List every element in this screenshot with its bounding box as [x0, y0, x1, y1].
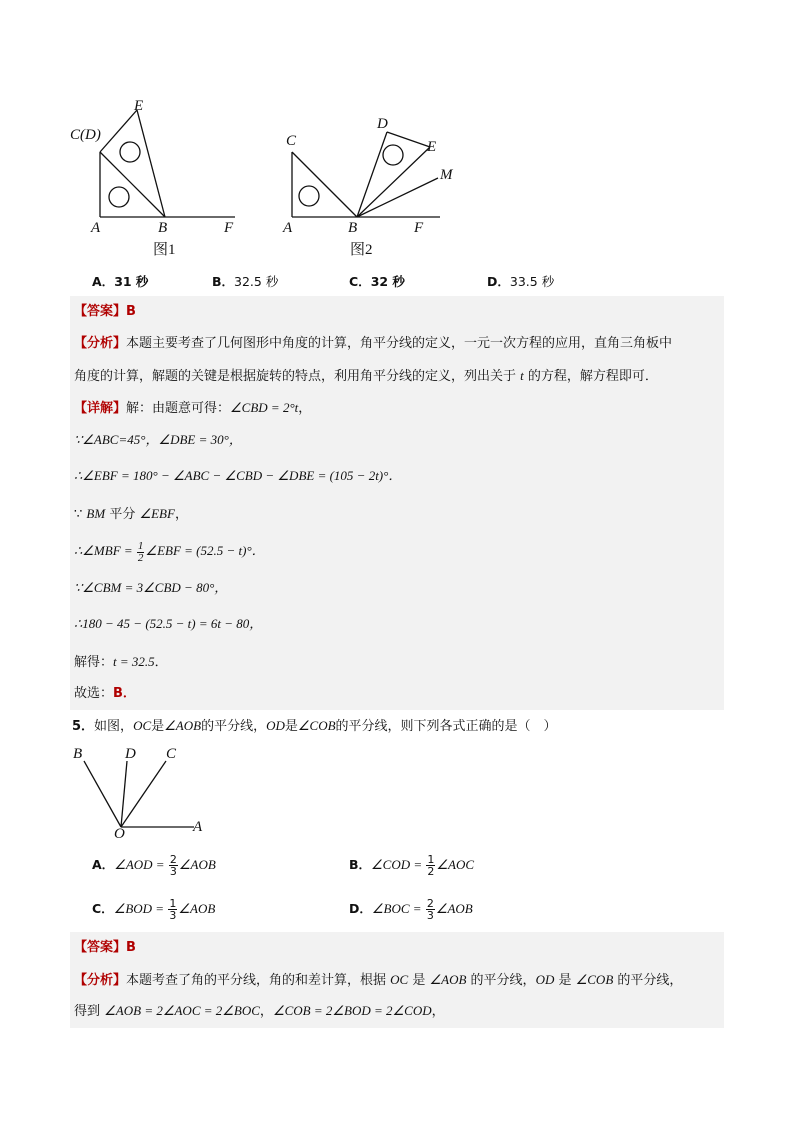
fig1-label-f: F — [224, 220, 234, 236]
q4-step4: ∵ BM 平分 ∠EBF， — [74, 506, 188, 522]
q4-solve: 解得：t = 32.5． — [74, 654, 168, 670]
q4-option-d: D．33.5 秒 — [487, 274, 555, 289]
q4-analysis-line2: 角度的计算，解题的关键是根据旋转的特点，利用角平分线的定义，列出关于 t 的方程，解方程即可． — [74, 368, 658, 384]
q4-step2: ∵∠ABC=45°，∠DBE = 30°， — [74, 432, 242, 447]
q4-step7: ∴180 − 45 − (52.5 − t) = 6t − 80， — [74, 616, 263, 631]
fig3-label-o: O — [114, 826, 125, 842]
fig3-label-b: B — [73, 746, 83, 762]
fig2-label-c: C — [286, 133, 297, 149]
fig2-label-a: A — [283, 220, 293, 236]
q4-step3: ∴∠EBF = 180° − ∠ABC − ∠CBD − ∠DBE = (105 − 2t)°． — [74, 468, 402, 483]
fig3-label-d: D — [125, 746, 136, 762]
fig1-label-b: B — [158, 220, 168, 236]
q5-analysis-line1: 【分析】本题考查了角的平分线，角的和差计算，根据 OC 是 ∠AOB 的平分线，OD 是 ∠COB 的平分线， — [74, 972, 683, 988]
fig3-label-c: C — [166, 746, 177, 762]
fig1-label-cd: C(D) — [70, 127, 101, 143]
q4-option-c: C．32 秒 — [349, 274, 405, 289]
fig1-label-a: A — [91, 220, 101, 236]
q5-option-d: D．∠BOC = $\frac{2}{3}$ ∠AOB — [349, 897, 473, 922]
fig1-label-e: E — [134, 98, 144, 114]
fig2-label-b: B — [348, 220, 358, 236]
q4-answer: 【答案】B — [74, 304, 136, 319]
fig2-label-d: D — [377, 116, 388, 132]
q5-answer: 【答案】B — [74, 940, 136, 955]
q5-stem: 5．如图，OC是∠AOB的平分线，OD是∠COB的平分线，则下列各式正确的是（ ） — [72, 718, 557, 734]
q5-option-a: A．∠AOD = $\frac{2}{3}$ ∠AOB — [92, 853, 216, 878]
q5-option-b: B．∠COD = $\frac{1}{2}$ ∠AOC — [349, 853, 475, 878]
fig2-label-m: M — [440, 167, 453, 183]
q4-step6: ∵∠CBM = 3∠CBD − 80°， — [74, 580, 228, 595]
fig3-label-a: A — [193, 819, 203, 835]
q4-step5: ∴∠MBF = $\frac{1}{2}$ ∠EBF = (52.5 − t)°． — [74, 539, 265, 564]
q4-solution-block — [70, 296, 724, 710]
fig2-label-e: E — [427, 139, 437, 155]
q4-detail-line1: 【详解】解：由题意可得：∠CBD = 2°t， — [74, 400, 312, 416]
q4-option-b: B．32.5 秒 — [212, 274, 279, 289]
q4-option-a: A．31 秒 — [92, 274, 149, 289]
fig2-caption: 图2 — [350, 242, 373, 258]
q5-analysis-line2: 得到 ∠AOB = 2∠AOC = 2∠BOC，∠COB = 2∠BOD = 2∠COD， — [74, 1003, 445, 1019]
q5-option-c: C．∠BOD = $\frac{1}{3}$ ∠AOB — [92, 897, 216, 922]
fig1-caption: 图1 — [153, 242, 176, 258]
q4-analysis-line1: 【分析】本题主要考查了几何图形中角度的计算，角平分线的定义，一元一次方程的应用，直角三角板中 — [74, 336, 673, 351]
fig2-label-f: F — [414, 220, 424, 236]
q4-choose: 故选：B． — [74, 686, 136, 701]
